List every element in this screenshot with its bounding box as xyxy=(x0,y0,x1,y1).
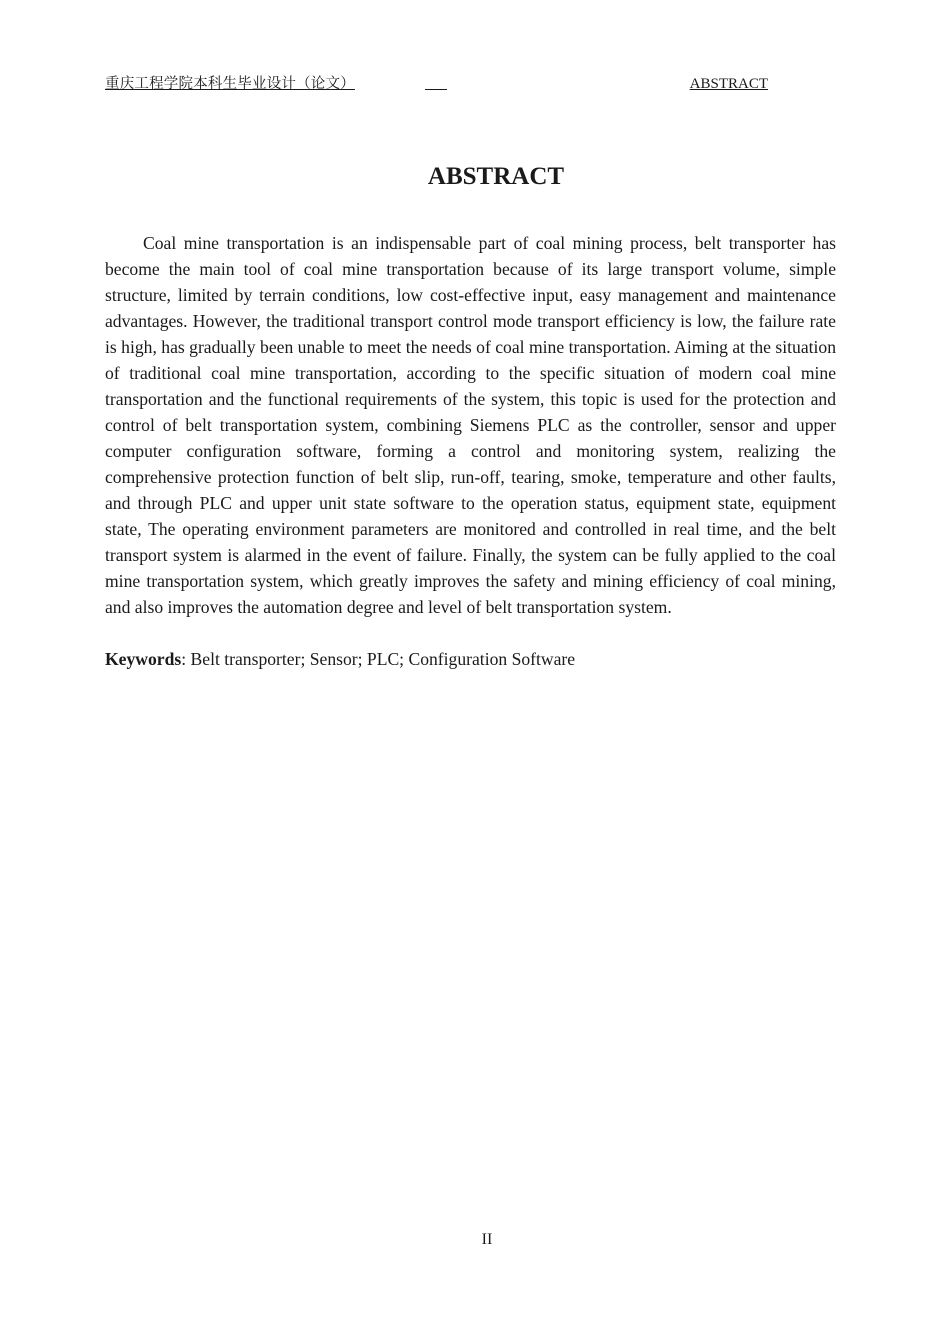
keywords-line xyxy=(105,646,836,672)
page-title: ABSTRACT xyxy=(427,163,565,190)
header-section: ABSTRACT xyxy=(689,76,768,92)
page-number: II xyxy=(481,1231,493,1248)
page-header xyxy=(105,74,768,96)
keywords-list: : Belt transporter; Sensor; PLC; Configuration Software xyxy=(181,649,576,669)
abstract-paragraph: Coal mine transportation is an indispensable part of coal mining process, belt transporter has become the main tool of coal mine transportation because of its large transport volume, simple structure, limited by terrain conditions, low cost-effective input, easy management and maintenance advantages. However, the traditional transport control mode transport efficiency is low, the failure rate is high, has gradually been unable to meet the needs of coal mine transportation. Aiming at the situation of traditional coal mine transportation, according to the specific situation of modern coal mine transportation and the functional requirements of the system, this topic is used for the protection and control of belt transportation system, combining Siemens PLC as the controller, sensor and upper computer configuration software, forming a control and monitoring system, realizing the comprehensive protection function of belt slip, run-off, tearing, smoke, temperature and other faults, and through PLC and upper unit state software to the operation status, equipment state, equipment state, The operating environment parameters are monitored and controlled in real time, and the belt transport system is alarmed in the event of failure. Finally, the system can be fully applied to the coal mine transportation system, which greatly improves the safety and mining efficiency of coal mining, and also improves the automation degree and level of belt transportation system. xyxy=(105,233,836,617)
keywords-label: Keywords xyxy=(105,649,182,669)
header-institution: 重庆工程学院本科生毕业设计（论文） xyxy=(105,76,355,92)
header-divider-mark xyxy=(425,89,447,90)
